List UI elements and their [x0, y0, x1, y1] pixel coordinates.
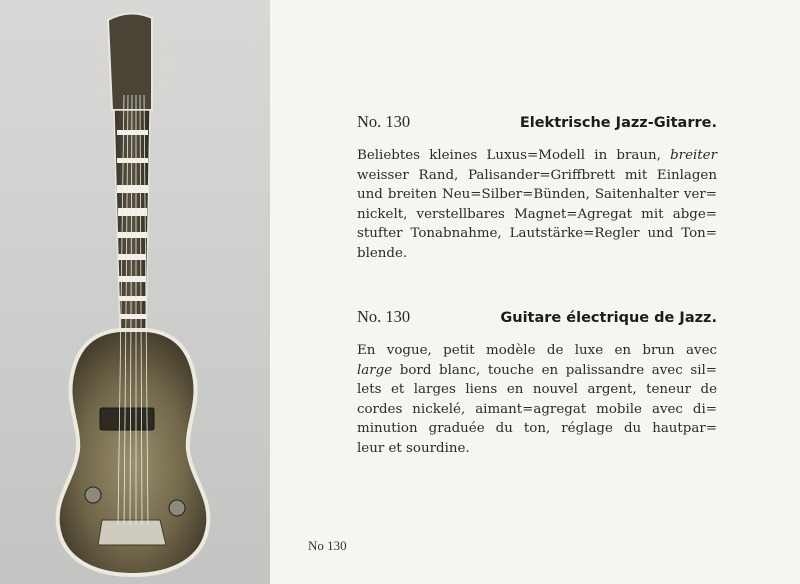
plate-caption: No 130 — [308, 538, 347, 553]
text-line: und breiten Neu=Silber=Bünden, Saitenhalter ver= — [357, 187, 717, 202]
text-line: leur et sourdine. — [357, 440, 470, 456]
model-number: No. 130 — [357, 112, 411, 131]
text-line: nickelt, verstellbares Magnet=Agregat mit abge= — [357, 206, 717, 222]
model-number: No. 130 — [357, 307, 411, 326]
entry-french — [357, 307, 717, 458]
entry-title: Elektrische Jazz-Gitarre. — [519, 115, 717, 131]
guitar-illustration — [0, 0, 270, 584]
entry-german — [357, 112, 717, 263]
entry-header — [357, 112, 717, 132]
text-line: cordes nickelé, aimant=agregat mobile avec di= — [357, 401, 717, 417]
text-line: blende. — [357, 245, 408, 261]
text-line: En vogue, petit modèle de luxe en brun avec — [357, 343, 717, 358]
text-line: large bord blanc, touche en palissandre avec sil= — [357, 362, 717, 378]
headstock — [108, 13, 152, 110]
tone-knob — [169, 500, 185, 516]
text-line: Beliebtes kleines Luxus=Modell in braun, breiter — [357, 148, 717, 163]
tailpiece — [98, 520, 166, 545]
text-line: lets et larges liens en nouvel argent, teneur de — [357, 382, 717, 397]
text-line: stufter Tonabnahme, Lautstärke=Regler und Ton= — [357, 226, 717, 241]
text-line: weisser Rand, Palisander=Griffbrett mit Einlagen — [357, 167, 717, 183]
volume-knob — [85, 487, 101, 503]
entry-description — [357, 341, 717, 458]
pickup — [100, 408, 154, 430]
guitar-photo — [0, 0, 270, 584]
text-line: minution graduée du ton, réglage du hautpar= — [357, 421, 717, 436]
entry-description — [357, 146, 717, 263]
entry-title: Guitare électrique de Jazz. — [500, 310, 717, 326]
entry-header — [357, 307, 717, 327]
